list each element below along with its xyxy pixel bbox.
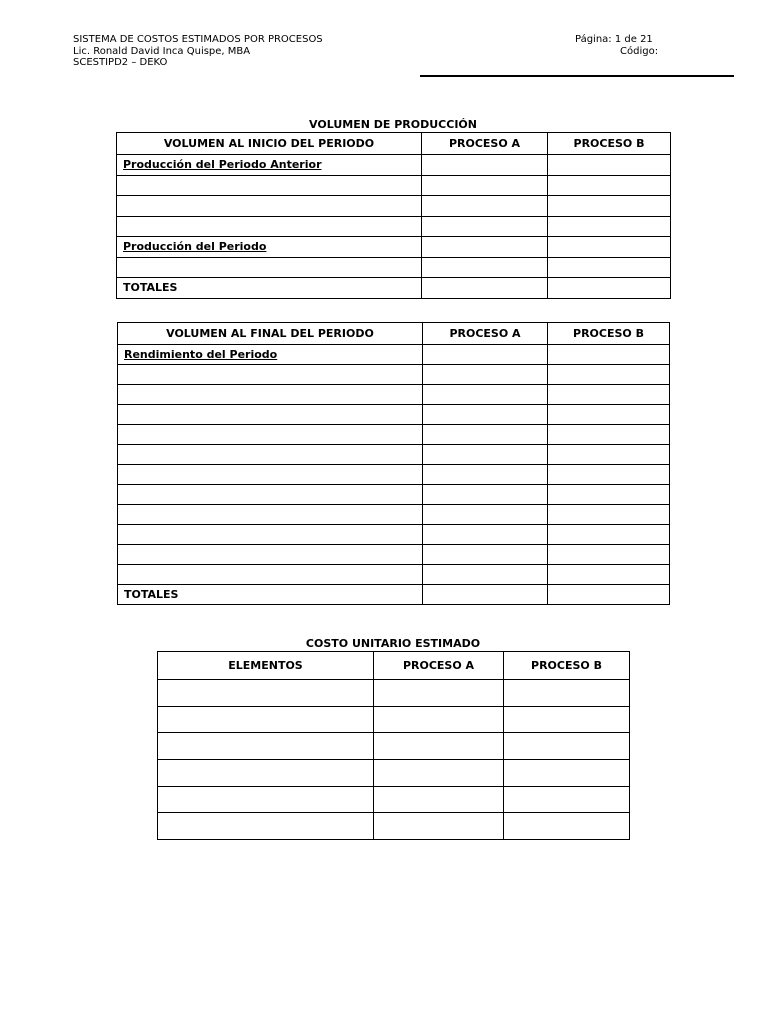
column-header: PROCESO B [504, 652, 630, 680]
table-row [118, 465, 670, 485]
cell-proceso-a[interactable] [423, 485, 548, 505]
cell-proceso-a[interactable] [423, 585, 548, 605]
table-row [117, 257, 671, 278]
cell-proceso-b[interactable] [548, 545, 670, 565]
row-label[interactable] [118, 525, 423, 545]
table-row [118, 545, 670, 565]
document-header-right [575, 34, 658, 57]
table-row [118, 505, 670, 525]
table-header-row [117, 133, 671, 155]
column-header: VOLUMEN AL INICIO DEL PERIODO [117, 133, 422, 155]
row-label: Producción del Periodo Anterior [117, 155, 422, 176]
system-title: SISTEMA DE COSTOS ESTIMADOS POR PROCESOS [73, 34, 323, 45]
table-row [158, 813, 630, 840]
table-row [158, 733, 630, 760]
cell-proceso-b[interactable] [548, 425, 670, 445]
table-row [118, 485, 670, 505]
cell-proceso-a[interactable] [423, 525, 548, 545]
row-label: TOTALES [117, 278, 422, 299]
row-label[interactable] [118, 365, 423, 385]
table-row [118, 525, 670, 545]
row-label[interactable] [117, 216, 422, 237]
cell-proceso-b[interactable] [548, 175, 671, 196]
table-costo-unitario [157, 651, 630, 840]
cell-elemento[interactable] [158, 786, 374, 813]
cell-elemento[interactable] [158, 813, 374, 840]
column-header: PROCESO B [548, 323, 670, 345]
cell-elemento[interactable] [158, 706, 374, 733]
column-header: PROCESO A [423, 323, 548, 345]
cell-proceso-b[interactable] [548, 565, 670, 585]
cell-proceso-b[interactable] [548, 485, 670, 505]
table-row [118, 365, 670, 385]
cell-proceso-b[interactable] [548, 278, 671, 299]
table-row [118, 565, 670, 585]
cell-proceso-b[interactable] [504, 760, 630, 787]
cell-proceso-b[interactable] [548, 216, 671, 237]
row-label[interactable] [118, 485, 423, 505]
row-label[interactable] [118, 405, 423, 425]
code-label: Código: [620, 45, 659, 57]
cell-proceso-b[interactable] [504, 733, 630, 760]
totals-row [117, 278, 671, 299]
cell-proceso-b[interactable] [504, 786, 630, 813]
document-header-left [73, 34, 323, 69]
cell-elemento[interactable] [158, 733, 374, 760]
cell-proceso-a[interactable] [374, 680, 504, 707]
column-header: VOLUMEN AL FINAL DEL PERIODO [118, 323, 423, 345]
table-row [118, 405, 670, 425]
cell-proceso-a[interactable] [422, 155, 548, 176]
cell-proceso-a[interactable] [423, 505, 548, 525]
row-label[interactable] [117, 196, 422, 217]
cell-proceso-a[interactable] [423, 365, 548, 385]
cell-proceso-a[interactable] [423, 465, 548, 485]
cell-proceso-b[interactable] [548, 365, 670, 385]
cell-proceso-a[interactable] [374, 733, 504, 760]
cell-proceso-a[interactable] [423, 425, 548, 445]
cell-proceso-b[interactable] [548, 155, 671, 176]
row-label[interactable] [117, 175, 422, 196]
column-header: ELEMENTOS [158, 652, 374, 680]
cell-proceso-b[interactable] [504, 813, 630, 840]
row-label[interactable] [118, 425, 423, 445]
row-label[interactable] [118, 565, 423, 585]
table-volumen-inicio [116, 132, 671, 299]
row-label[interactable] [118, 385, 423, 405]
row-label[interactable] [118, 465, 423, 485]
table-row [117, 196, 671, 217]
cell-proceso-b[interactable] [548, 505, 670, 525]
cell-proceso-a[interactable] [423, 345, 548, 365]
cell-proceso-b[interactable] [548, 525, 670, 545]
cell-proceso-a[interactable] [423, 545, 548, 565]
row-label: Rendimiento del Periodo [118, 345, 423, 365]
cell-proceso-b[interactable] [504, 706, 630, 733]
cell-proceso-a[interactable] [422, 278, 548, 299]
table-row [117, 216, 671, 237]
cell-proceso-a[interactable] [423, 385, 548, 405]
row-label[interactable] [118, 505, 423, 525]
cell-proceso-b[interactable] [548, 585, 670, 605]
cell-proceso-a[interactable] [423, 445, 548, 465]
row-label[interactable] [117, 257, 422, 278]
cell-proceso-a[interactable] [422, 175, 548, 196]
section-title-volumen-produccion: VOLUMEN DE PRODUCCIÓN [309, 118, 477, 131]
cell-proceso-a[interactable] [374, 760, 504, 787]
section-title-costo-unitario: COSTO UNITARIO ESTIMADO [305, 637, 481, 650]
table-row [117, 155, 671, 176]
table-header-row [118, 323, 670, 345]
cell-elemento[interactable] [158, 760, 374, 787]
row-label[interactable] [118, 545, 423, 565]
document-code-id: SCESTIPD2 – DEKO [73, 57, 168, 68]
cell-proceso-a[interactable] [374, 813, 504, 840]
totals-row [118, 585, 670, 605]
table-row [158, 760, 630, 787]
table-row [158, 786, 630, 813]
cell-proceso-a[interactable] [422, 196, 548, 217]
cell-proceso-a[interactable] [422, 216, 548, 237]
table-row [118, 385, 670, 405]
row-label: TOTALES [118, 585, 423, 605]
row-label: Producción del Periodo [117, 237, 422, 258]
table-row [158, 680, 630, 707]
cell-proceso-b[interactable] [548, 257, 671, 278]
table-row [118, 425, 670, 445]
cell-elemento[interactable] [158, 680, 374, 707]
cell-proceso-a[interactable] [423, 405, 548, 425]
table-volumen-final [117, 322, 670, 605]
column-header: PROCESO A [374, 652, 504, 680]
cell-proceso-b[interactable] [504, 680, 630, 707]
cell-proceso-b[interactable] [548, 345, 670, 365]
column-header: PROCESO B [548, 133, 671, 155]
row-label[interactable] [118, 445, 423, 465]
header-rule [420, 75, 734, 77]
cell-proceso-b[interactable] [548, 196, 671, 217]
table-row [117, 237, 671, 258]
cell-proceso-a[interactable] [422, 237, 548, 258]
cell-proceso-a[interactable] [423, 565, 548, 585]
table-row [118, 445, 670, 465]
cell-proceso-b[interactable] [548, 385, 670, 405]
table-header-row [158, 652, 630, 680]
cell-proceso-b[interactable] [548, 405, 670, 425]
cell-proceso-a[interactable] [374, 706, 504, 733]
cell-proceso-b[interactable] [548, 237, 671, 258]
table-row [118, 345, 670, 365]
cell-proceso-b[interactable] [548, 445, 670, 465]
table-row [117, 175, 671, 196]
author-name: Lic. Ronald David Inca Quispe, MBA [73, 45, 251, 57]
column-header: PROCESO A [422, 133, 548, 155]
cell-proceso-b[interactable] [548, 465, 670, 485]
cell-proceso-a[interactable] [422, 257, 548, 278]
table-row [158, 706, 630, 733]
cell-proceso-a[interactable] [374, 786, 504, 813]
page-number: Página: 1 de 21 [575, 34, 653, 45]
